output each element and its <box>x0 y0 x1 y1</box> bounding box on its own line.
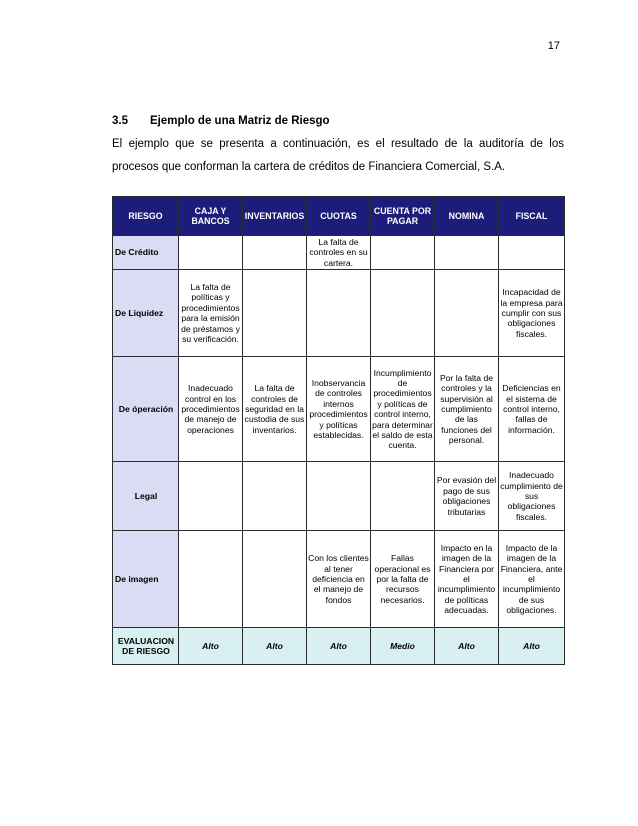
table-cell: Incumplimiento de procedimientos y políticas de control interno, para determinar el saldo de esta cuenta. <box>371 357 435 462</box>
table-cell: La falta de controles en su cartera. <box>307 236 371 270</box>
table-cell <box>371 462 435 531</box>
evaluation-value: Alto <box>179 628 243 665</box>
table-cell <box>243 462 307 531</box>
header-inventarios: INVENTARIOS <box>243 197 307 236</box>
table-cell: Por la falta de controles y la supervisión al cumplimiento de las funciones del personal. <box>435 357 499 462</box>
table-row <box>113 357 565 462</box>
row-label-imagen: De imagen <box>113 531 179 628</box>
table-cell <box>371 270 435 357</box>
table-cell: Inadecuado cumplimiento de sus obligaciones fiscales. <box>499 462 565 531</box>
table-cell <box>435 236 499 270</box>
table-row <box>113 531 565 628</box>
table-cell: Impacto en la imagen de la Financiera por el incumplimiento de políticas adecuadas. <box>435 531 499 628</box>
table-header-row <box>113 197 565 236</box>
risk-matrix-table <box>112 196 565 665</box>
table-cell <box>179 531 243 628</box>
table-cell <box>371 236 435 270</box>
row-label-operacion: De óperación <box>113 357 179 462</box>
row-label-evaluacion: EVALUACION DE RIESGO <box>113 628 179 665</box>
section-title: Ejemplo de una Matriz de Riesgo <box>150 115 330 127</box>
header-cuotas: CUOTAS <box>307 197 371 236</box>
table-cell: La falta de controles de seguridad en la custodia de sus inventarios. <box>243 357 307 462</box>
table-cell: Inobservancia de controles internos procedimientos y políticas establecidas. <box>307 357 371 462</box>
header-caja-bancos: CAJA Y BANCOS <box>179 197 243 236</box>
header-fiscal: FISCAL <box>499 197 565 236</box>
evaluation-row <box>113 628 565 665</box>
table-row <box>113 236 565 270</box>
table-cell <box>179 462 243 531</box>
header-nomina: NOMINA <box>435 197 499 236</box>
evaluation-value: Alto <box>435 628 499 665</box>
table-cell: Con los clientes al tener deficiencia en el manejo de fondos <box>307 531 371 628</box>
table-cell: Deficiencias en el sistema de control interno, fallas de información. <box>499 357 565 462</box>
page-number: 17 <box>547 40 560 52</box>
table-row <box>113 270 565 357</box>
evaluation-value: Alto <box>307 628 371 665</box>
table-cell <box>435 270 499 357</box>
table-cell <box>243 270 307 357</box>
evaluation-value: Alto <box>499 628 565 665</box>
table-cell <box>307 462 371 531</box>
header-cuenta-por-pagar: CUENTA POR PAGAR <box>371 197 435 236</box>
table-cell: Por evasión del pago de sus obligaciones tributarias <box>435 462 499 531</box>
table-cell <box>243 236 307 270</box>
header-riesgo: RIESGO <box>113 197 179 236</box>
evaluation-value: Alto <box>243 628 307 665</box>
table-cell <box>499 236 565 270</box>
table-cell: Fallas operacional es por la falta de recursos necesarios. <box>371 531 435 628</box>
table-cell: Inadecuado control en los procedimientos de manejo de operaciones <box>179 357 243 462</box>
table-cell: Incapacidad de la empresa para cumplir con sus obligaciones fiscales. <box>499 270 565 357</box>
section-heading <box>112 115 330 127</box>
table-cell: Impacto de la imagen de la Financiera, ante el incumplimiento de sus obligaciones. <box>499 531 565 628</box>
table-cell <box>243 531 307 628</box>
row-label-legal: Legal <box>113 462 179 531</box>
row-label-liquidez: De Liquidez <box>113 270 179 357</box>
evaluation-value: Medio <box>371 628 435 665</box>
table-cell <box>307 270 371 357</box>
table-cell <box>179 236 243 270</box>
section-number: 3.5 <box>112 115 128 127</box>
row-label-credito: De Crédito <box>113 236 179 270</box>
intro-paragraph: El ejemplo que se presenta a continuación, es el resultado de la auditoría de los procesos que conforman la cartera de créditos de Financiera Comercial, S.A. <box>112 138 564 173</box>
table-cell: La falta de políticas y procedimientos para la emisión de préstamos y su verificación. <box>179 270 243 357</box>
table-row <box>113 462 565 531</box>
